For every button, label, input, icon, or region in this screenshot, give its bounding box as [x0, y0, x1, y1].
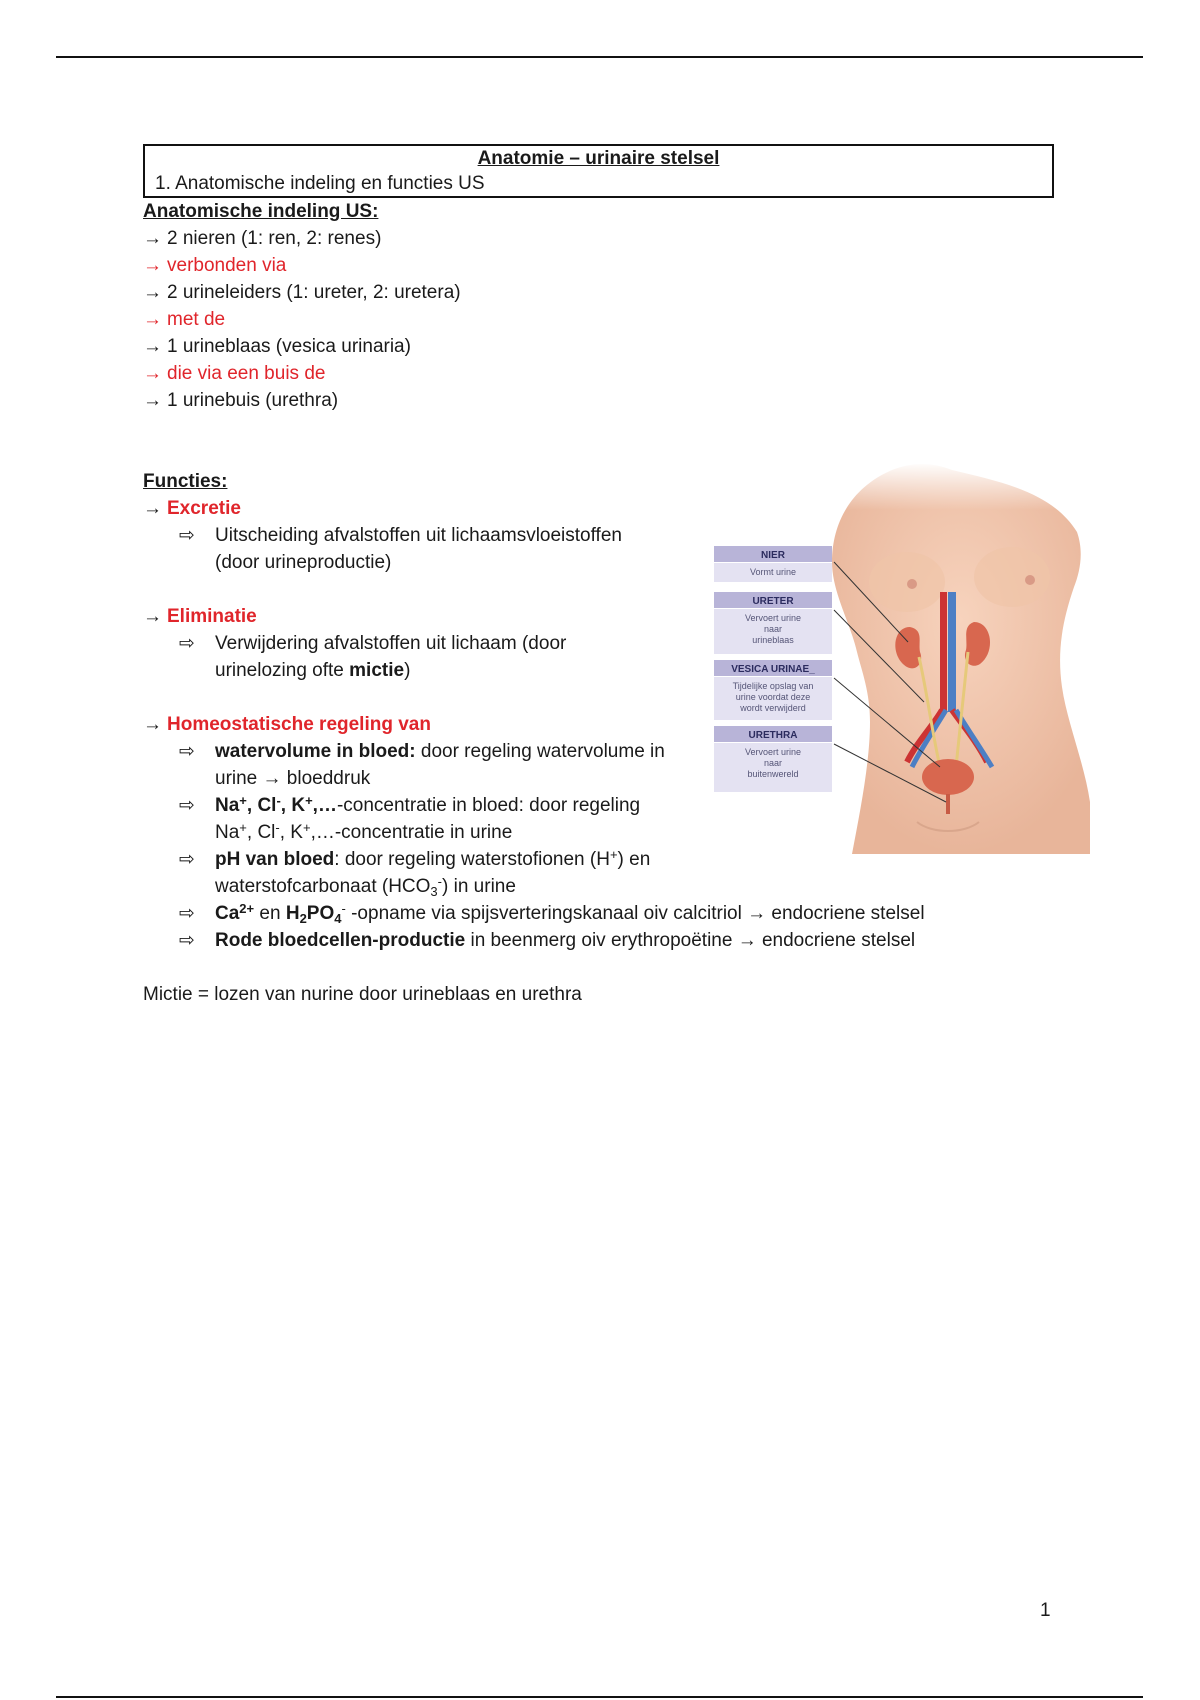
top-rule	[56, 56, 1143, 58]
arrow-icon: →	[143, 390, 162, 411]
hollow-arrow-icon: ⇨	[179, 633, 195, 654]
eliminatie-line-cont: urinelozing ofte mictie)	[215, 660, 411, 681]
indeling-item: → 2 urineleiders (1: ureter, 2: uretera)	[143, 279, 1043, 306]
ph-line-cont: waterstofcarbonaat $(HCO_3^-)$ in urine	[215, 874, 516, 899]
excretie-title: → Excretie	[143, 495, 1043, 522]
indeling-item: → 2 nieren (1: ren, 2: renes)	[143, 225, 1043, 252]
page-title: Anatomie – urinaire stelsel	[477, 148, 720, 169]
ionen-line: ⇨ Na+, Cl-, K+,…-concentratie in bloed: door regeling	[143, 792, 1043, 819]
page-number: 1	[1040, 1600, 1051, 1621]
arrow-icon: →	[143, 309, 162, 330]
indeling-item: → 1 urineblaas (vesica urinaria)	[143, 333, 1043, 360]
indeling-item: → 1 urinebuis (urethra)	[143, 387, 1043, 414]
indeling-item: → verbonden via	[143, 252, 1043, 279]
arrow-icon: →	[143, 498, 162, 519]
arrow-icon: →	[143, 336, 162, 357]
water-line-cont: urine → bloeddruk	[215, 768, 371, 789]
calcium-line: ⇨ $Ca^{2+}$ en $H_2PO_4^-$ -opname via spijsverteringskanaal oiv calcitriol → endocriene stelsel	[179, 901, 925, 926]
arrow-icon: →	[143, 606, 162, 627]
arrow-icon: →	[143, 228, 162, 249]
ph-line: ⇨ pH van bloed: door regeling waterstofionen (H+) en	[143, 846, 1043, 873]
hollow-arrow-icon: ⇨	[179, 525, 195, 546]
excretie-line-cont: (door urineproductie)	[215, 552, 392, 573]
rbc-line: ⇨ Rode bloedcellen-productie in beenmerg oiv erythropoëtine → endocriene stelsel	[143, 927, 1043, 954]
eliminatie-title: → Eliminatie	[143, 603, 1043, 630]
functies-heading: Functies:	[143, 471, 228, 492]
hollow-arrow-icon: ⇨	[179, 903, 195, 924]
hollow-arrow-icon: ⇨	[179, 930, 195, 951]
title-box	[143, 144, 1054, 198]
indeling-item: → die via een buis de	[143, 360, 1043, 387]
indeling-heading: Anatomische indeling US:	[143, 201, 379, 222]
hollow-arrow-icon: ⇨	[179, 741, 195, 762]
arrow-icon: →	[143, 282, 162, 303]
homeostase-title: → Homeostatische regeling van	[143, 711, 1043, 738]
urinary-system-illustration	[712, 462, 1112, 862]
arrow-icon: →	[143, 255, 162, 276]
eliminatie-line: ⇨ Verwijdering afvalstoffen uit lichaam (door	[143, 630, 1043, 657]
arrow-icon: →	[143, 714, 162, 735]
excretie-line: ⇨ Uitscheiding afvalstoffen uit lichaamsvloeistoffen	[143, 522, 1043, 549]
hollow-arrow-icon: ⇨	[179, 849, 195, 870]
bottom-rule	[56, 1696, 1143, 1698]
hollow-arrow-icon: ⇨	[179, 795, 195, 816]
ionen-line-cont: Na+, Cl-, K+,…-concentratie in urine	[215, 820, 513, 843]
indeling-item: → met de	[143, 306, 1043, 333]
indeling-list	[143, 225, 1043, 414]
mictie-definition: Mictie = lozen van nurine door urineblaas en urethra	[143, 984, 582, 1005]
section-subtitle: 1. Anatomische indeling en functies US	[155, 173, 485, 194]
water-line: ⇨ watervolume in bloed: door regeling watervolume in	[143, 738, 1043, 765]
arrow-icon: →	[143, 363, 162, 384]
